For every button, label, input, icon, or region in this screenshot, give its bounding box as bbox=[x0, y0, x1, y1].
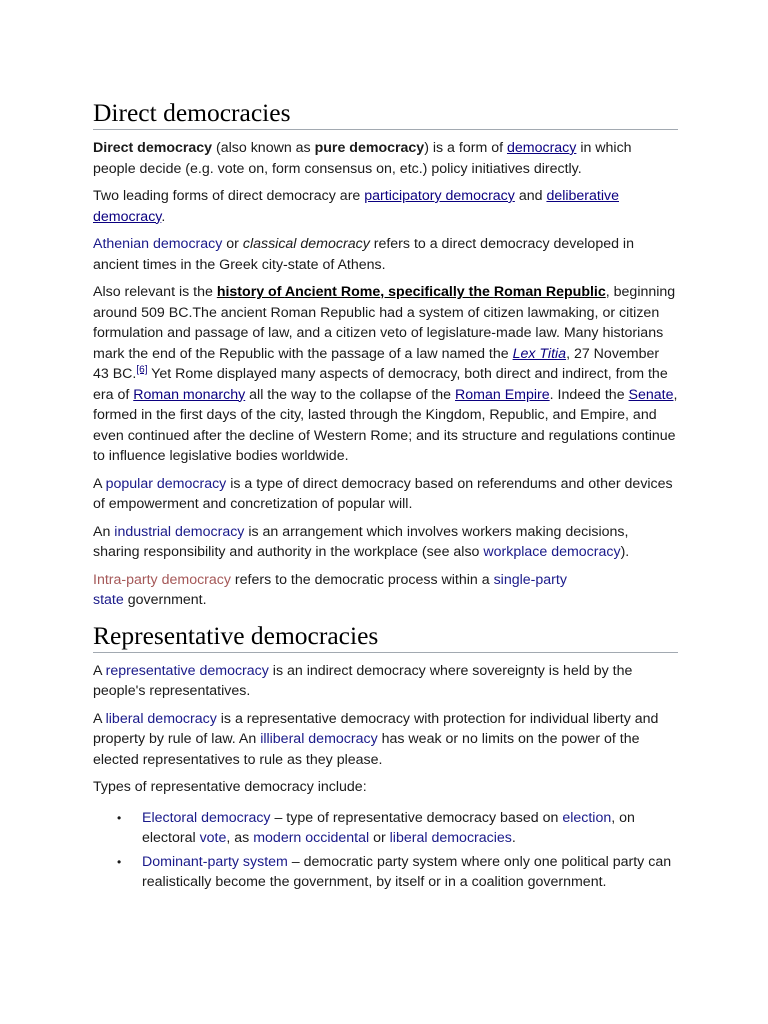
paragraph-athenian-democracy: Athenian democracy or classical democracy refers to a direct democracy developed in ancient times in the Greek city-state of Athens. bbox=[93, 236, 634, 273]
bullet-icon: • bbox=[117, 810, 122, 825]
link-electoral-democracy[interactable]: Electoral democracy bbox=[142, 809, 271, 826]
link-state[interactable]: state bbox=[93, 592, 124, 608]
paragraph-leading-forms: Two leading forms of direct democracy are participatory democracy and deliberative democracy. bbox=[93, 188, 619, 225]
link-lex-titia[interactable]: Lex Titia bbox=[512, 345, 567, 362]
link-workplace-democracy[interactable]: workplace democracy bbox=[483, 544, 621, 560]
link-roman-empire[interactable]: Roman Empire bbox=[455, 386, 550, 403]
link-industrial-democracy[interactable]: industrial democracy bbox=[114, 523, 245, 540]
paragraph-liberal-democracy: A liberal democracy is a representative democracy with protection for individual liberty and property by rule of law. An illiberal democracy has weak or no limits on the power of the elected representatives to rule as they please. bbox=[93, 710, 659, 768]
link-liberal-democracy[interactable]: liberal democracy bbox=[105, 710, 217, 727]
link-roman-monarchy[interactable]: Roman monarchy bbox=[133, 386, 246, 403]
link-dominant-party-system[interactable]: Dominant-party system bbox=[142, 853, 288, 870]
link-participatory-democracy[interactable]: participatory democracy bbox=[364, 188, 515, 204]
link-popular-democracy[interactable]: popular democracy bbox=[105, 475, 227, 492]
citation-6[interactable]: [6] bbox=[136, 364, 148, 376]
bold-term: Direct democracy bbox=[93, 140, 213, 156]
link-history-of[interactable]: history of bbox=[216, 284, 285, 300]
list-item: • Dominant-party system – democratic party system where only one political party can realistically become the government, by itself or in a coalition government. bbox=[117, 853, 672, 890]
article-content bbox=[93, 98, 678, 896]
types-list bbox=[93, 808, 678, 893]
link-election[interactable]: election bbox=[562, 809, 612, 826]
list-item: • Electoral democracy – type of representative democracy based on election, on electoral vote, as modern occidental or liberal democracies. bbox=[117, 809, 635, 846]
link-illiberal-democracy[interactable]: illiberal democracy bbox=[260, 731, 378, 747]
paragraph-ancient-rome: Also relevant is the history of Ancient Rome, specifically the Roman Republic, beginning around 509 BC.The ancient Roman Republic had a system of citizen lawmaking, or citizen formulation and passage of law, and a citizen veto of legislature-made law. Many historians mark the end of the Republic with the passage of a law named the Lex Titia, 27 November 43 BC.[6] Yet Rome displayed many aspects of democracy, both direct and indirect, from the era of Roman monarchy all the way to the collapse of the Roman Empire. Indeed the Senate, formed in the first days of the city, lasted through the Kingdom, Republic, and Empire, and even continued after the decline of Western Rome; and its structure and regulations continue to influence legislative bodies worldwide. bbox=[93, 284, 678, 464]
paragraph-direct-democracy-definition: Direct democracy (also known as pure democracy) is a form of democracy in which people decide (e.g. vote on, form consensus on, etc.) policy initiatives directly. bbox=[93, 140, 632, 177]
link-representative-democracy[interactable]: representative democracy bbox=[105, 662, 269, 679]
section-heading-representative-democracies: Representative democracies bbox=[93, 621, 678, 653]
bold-term: pure democracy bbox=[314, 140, 425, 156]
paragraph-intra-party-democracy: Intra-party democracy refers to the democratic process within a single-party state government. bbox=[93, 571, 567, 608]
link-vote[interactable]: vote bbox=[199, 830, 227, 846]
paragraph-industrial-democracy: An industrial democracy is an arrangement which involves workers making decisions, sharing responsibility and authority in the workplace (see also workplace democracy). bbox=[93, 523, 630, 560]
link-senate[interactable]: Senate bbox=[628, 386, 674, 403]
link-athenian-democracy[interactable]: Athenian democracy bbox=[93, 236, 223, 252]
link-modern-occidental[interactable]: modern occidental bbox=[253, 830, 370, 846]
section-heading-direct-democracies: Direct democracies bbox=[93, 98, 678, 130]
link-specifically-the[interactable]: , specifically the bbox=[380, 284, 494, 300]
link-democracy[interactable]: democracy bbox=[506, 140, 577, 156]
link-liberal-democracies[interactable]: liberal democracies bbox=[389, 830, 512, 846]
link-roman-republic[interactable]: Roman Republic bbox=[493, 284, 606, 300]
paragraph-popular-democracy: A popular democracy is a type of direct democracy based on referendums and other devices of empowerment and concretization of popular will. bbox=[93, 475, 673, 512]
bullet-icon: • bbox=[117, 854, 122, 869]
paragraph-types-intro: Types of representative democracy include: bbox=[93, 779, 367, 795]
paragraph-representative-democracy: A representative democracy is an indirect democracy where sovereignty is held by the people's representatives. bbox=[93, 662, 633, 699]
link-single-party[interactable]: single-party bbox=[493, 571, 567, 588]
link-intra-party-democracy[interactable]: Intra-party democracy bbox=[93, 571, 231, 588]
link-ancient-rome[interactable]: Ancient Rome bbox=[284, 284, 381, 300]
link-deliberative-democracy[interactable]: deliberative democracy bbox=[93, 188, 619, 225]
